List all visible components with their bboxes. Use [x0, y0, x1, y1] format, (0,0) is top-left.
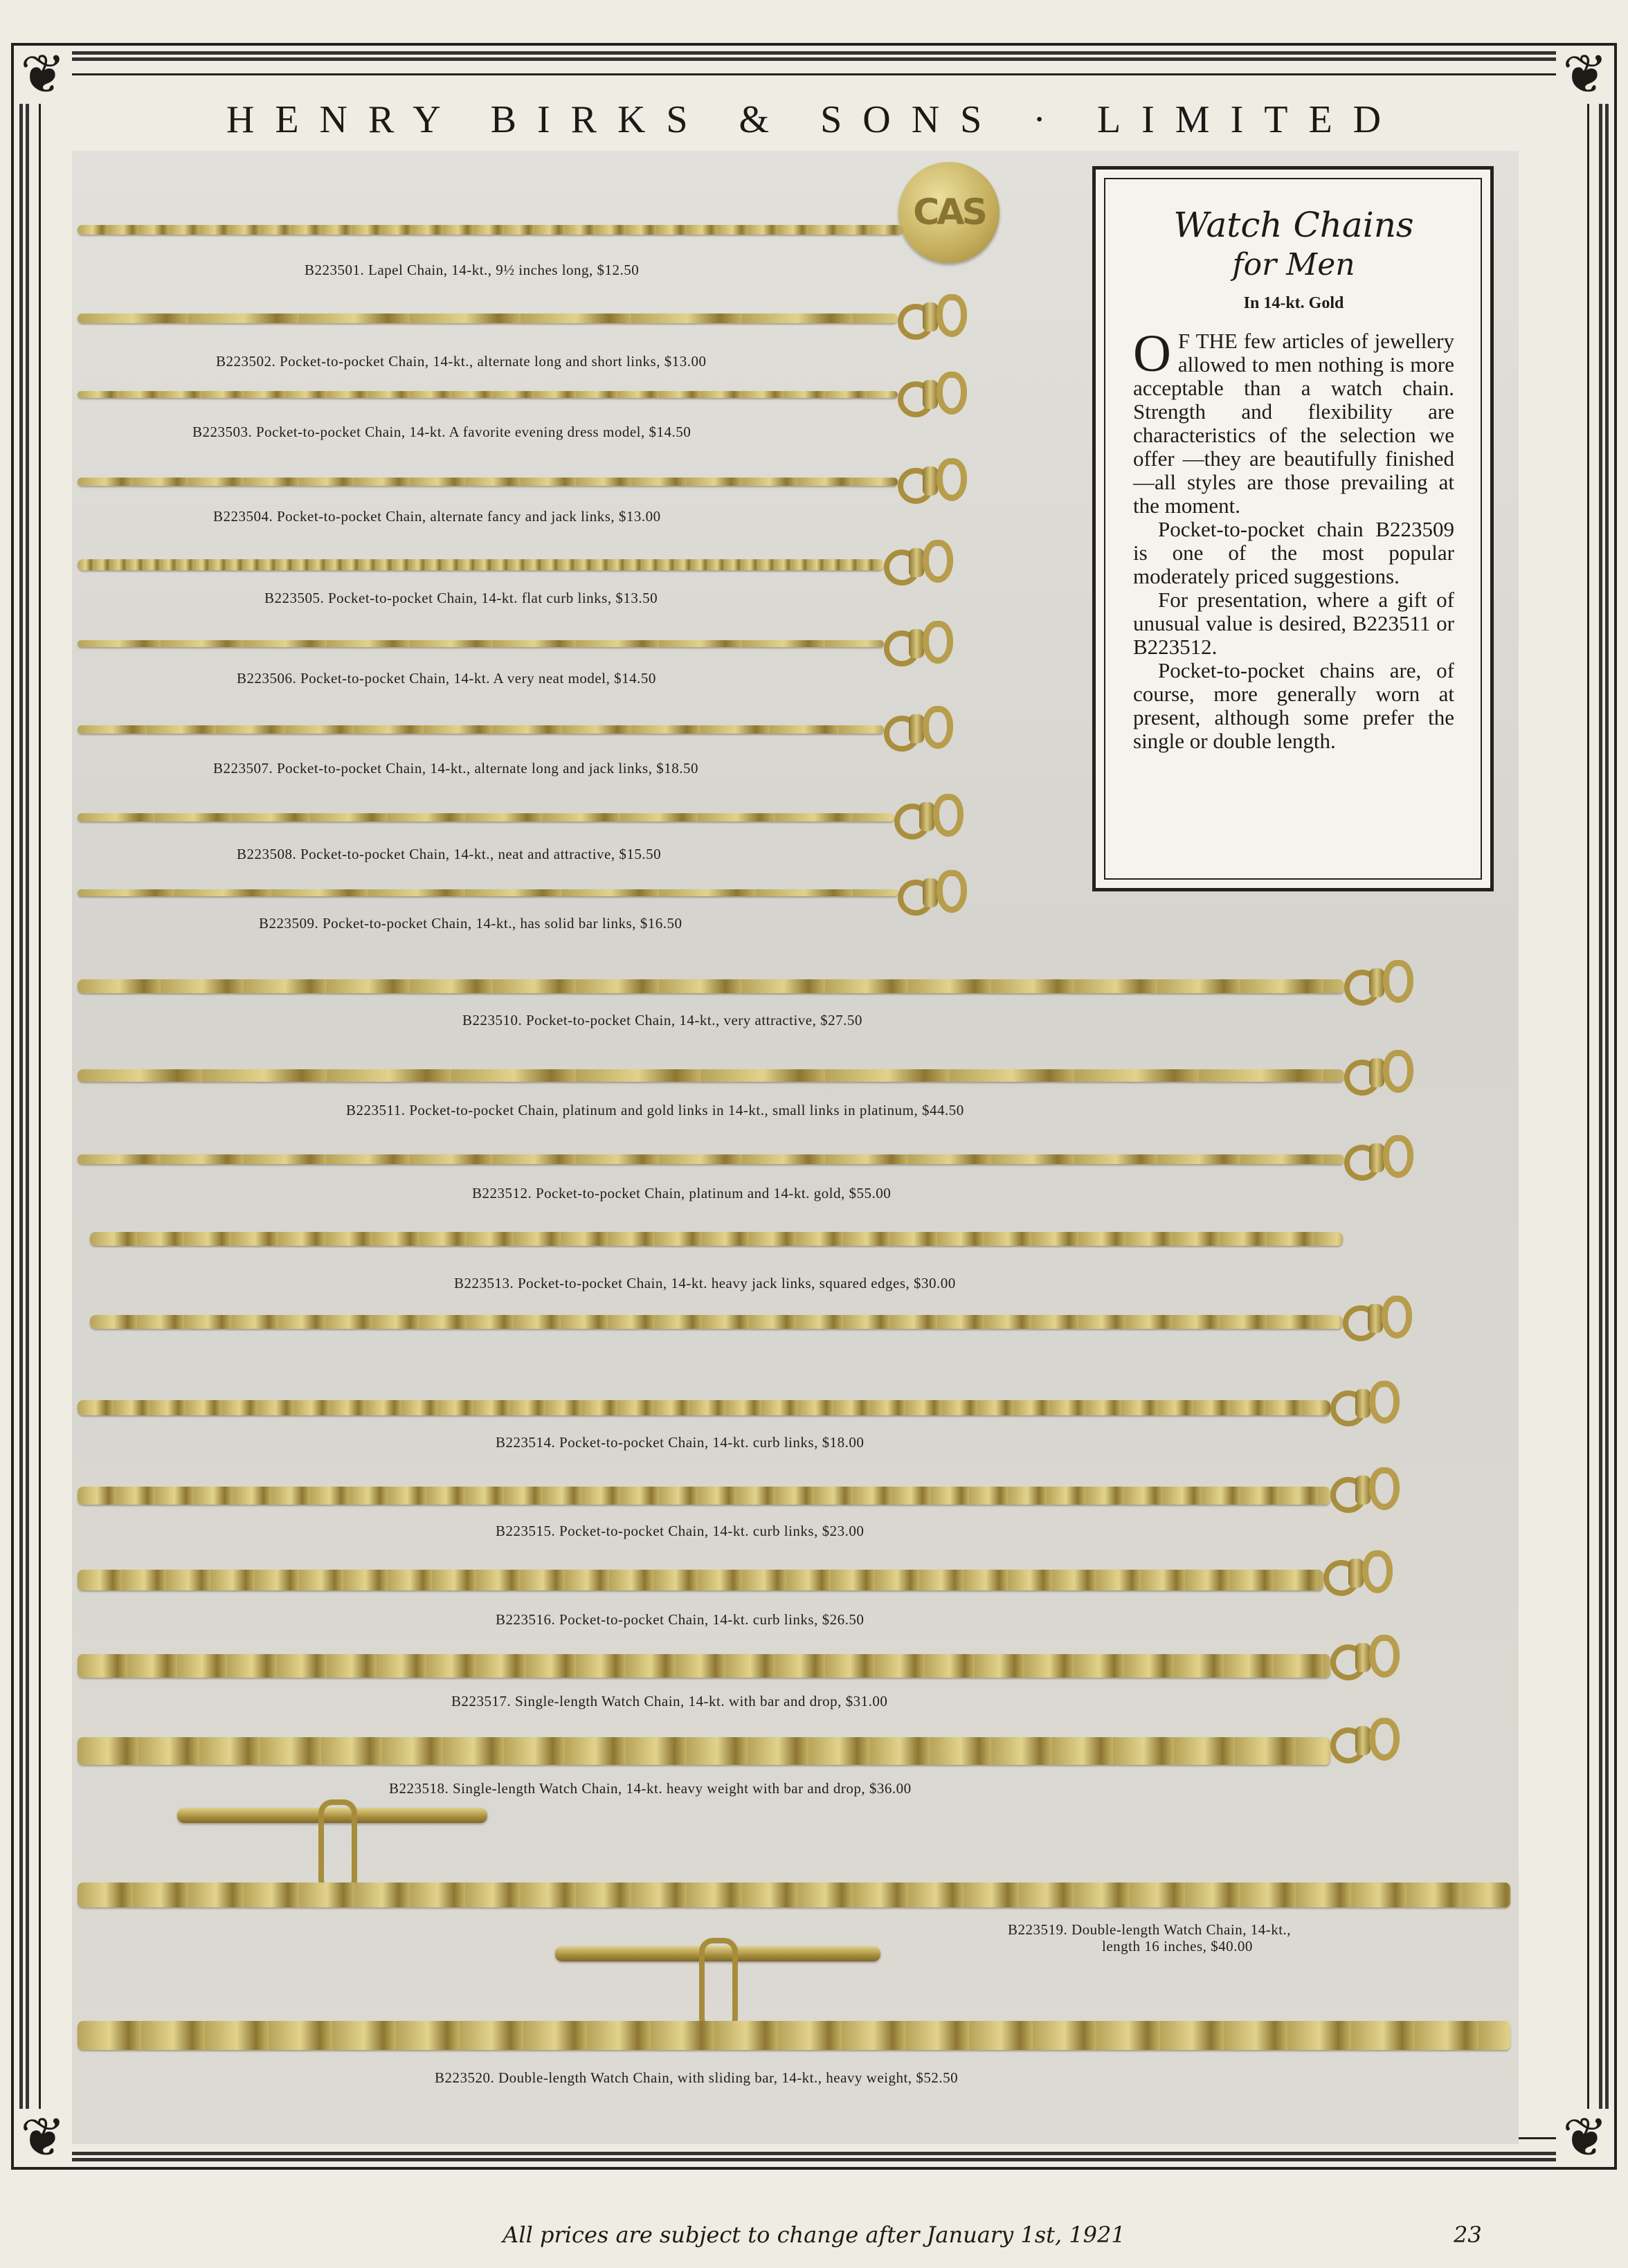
- swivel-clasp-icon: [1330, 1381, 1391, 1429]
- corner-ornament-icon: ❦: [1556, 2109, 1614, 2167]
- caption-b223513: B223513. Pocket-to-pocket Chain, 14-kt. heavy jack links, squared edges, $30.00: [454, 1275, 956, 1291]
- caption-b223519-line1: B223519. Double-length Watch Chain, 14-kt.,: [1008, 1921, 1292, 1938]
- sidebar-paragraph-2: Pocket-to-pocket chain B223509 is one of the most popular moderately priced suggestions.: [1133, 517, 1454, 588]
- caption-b223518: B223518. Single-length Watch Chain, 14-kt. heavy weight with bar and drop, $36.00: [389, 1780, 912, 1797]
- swivel-clasp-icon: [884, 621, 945, 669]
- sidebar-text-box: [1092, 166, 1494, 891]
- swivel-clasp-icon: [1323, 1550, 1384, 1599]
- swivel-clasp-icon: [1343, 1296, 1404, 1344]
- swivel-clasp-icon: [1330, 1635, 1391, 1683]
- monogram: CAS: [913, 192, 985, 233]
- swivel-clasp-icon: [898, 294, 959, 343]
- swivel-clasp-icon: [1344, 960, 1405, 1008]
- drop-cap: O: [1133, 325, 1171, 383]
- caption-b223503: B223503. Pocket-to-pocket Chain, 14-kt. A favorite evening dress model, $14.50: [192, 424, 691, 440]
- drop-b223519: [318, 1799, 357, 1894]
- corner-ornament-icon: ❦: [1556, 46, 1614, 104]
- masthead: HENRY BIRKS & SONS · LIMITED: [226, 98, 1402, 141]
- swivel-clasp-icon: [1330, 1718, 1391, 1766]
- caption-b223515: B223515. Pocket-to-pocket Chain, 14-kt. curb links, $23.00: [496, 1523, 865, 1539]
- drop-b223520: [699, 1938, 738, 2032]
- corner-ornament-icon: ❦: [14, 2109, 72, 2167]
- caption-b223516: B223516. Pocket-to-pocket Chain, 14-kt. curb links, $26.50: [496, 1611, 865, 1628]
- sidebar-inner-frame: [1104, 178, 1482, 880]
- swivel-clasp-icon: [1330, 1467, 1391, 1516]
- swivel-clasp-icon: [884, 540, 945, 588]
- caption-b223509: B223509. Pocket-to-pocket Chain, 14-kt., has solid bar links, $16.50: [259, 915, 682, 932]
- caption-b223508: B223508. Pocket-to-pocket Chain, 14-kt., neat and attractive, $15.50: [237, 846, 662, 862]
- sidebar-subtitle: for Men: [1232, 247, 1355, 282]
- page-number: 23: [1454, 2222, 1482, 2248]
- swivel-clasp-icon: [884, 706, 945, 754]
- swivel-clasp-icon: [898, 372, 959, 420]
- caption-b223511: B223511. Pocket-to-pocket Chain, platinum and gold links in 14-kt., small links in platinum, $44.50: [346, 1102, 964, 1118]
- swivel-clasp-icon: [1344, 1135, 1405, 1183]
- caption-b223514: B223514. Pocket-to-pocket Chain, 14-kt. curb links, $18.00: [496, 1434, 865, 1451]
- swivel-clasp-icon: [898, 458, 959, 507]
- sidebar-paragraph-3: For presentation, where a gift of unusual value is desired, B223511 or B223512.: [1133, 588, 1454, 659]
- caption-b223502: B223502. Pocket-to-pocket Chain, 14-kt., alternate long and short links, $13.00: [216, 353, 707, 370]
- sidebar-note: In 14-kt. Gold: [1243, 294, 1344, 312]
- lapel-medallion: [898, 162, 1000, 263]
- caption-b223512: B223512. Pocket-to-pocket Chain, platinum and 14-kt. gold, $55.00: [472, 1185, 892, 1201]
- paragraph-1-text: F THE few articles of jewellery allowed to men nothing is more acceptable than a watch chain. Strength and flexibility are characteristics of the selection we offer —they are beautifully finished—all styles are those prevailing at the moment.: [1133, 329, 1454, 518]
- caption-b223519-line2: length 16 inches, $40.00: [1102, 1938, 1253, 1954]
- caption-b223504: B223504. Pocket-to-pocket Chain, alternate fancy and jack links, $13.00: [213, 508, 661, 525]
- swivel-clasp-icon: [1344, 1050, 1405, 1098]
- caption-b223517: B223517. Single-length Watch Chain, 14-kt. with bar and drop, $31.00: [451, 1693, 888, 1709]
- caption-b223520: B223520. Double-length Watch Chain, with sliding bar, 14-kt., heavy weight, $52.50: [435, 2069, 959, 2086]
- caption-b223506: B223506. Pocket-to-pocket Chain, 14-kt. A very neat model, $14.50: [237, 670, 656, 687]
- price-disclaimer: All prices are subject to change after January 1st, 1921: [503, 2222, 1125, 2248]
- caption-b223510: B223510. Pocket-to-pocket Chain, 14-kt., very attractive, $27.50: [462, 1012, 862, 1028]
- caption-b223505: B223505. Pocket-to-pocket Chain, 14-kt. flat curb links, $13.50: [264, 590, 658, 606]
- swivel-clasp-icon: [894, 794, 955, 842]
- swivel-clasp-icon: [898, 870, 959, 918]
- corner-ornament-icon: ❦: [14, 46, 72, 104]
- sidebar-paragraph-4: Pocket-to-pocket chains are, of course, more generally worn at present, although some prefer the single or double length.: [1133, 658, 1454, 753]
- caption-b223507: B223507. Pocket-to-pocket Chain, 14-kt., alternate long and jack links, $18.50: [213, 760, 698, 777]
- caption-b223501: B223501. Lapel Chain, 14-kt., 9½ inches long, $12.50: [305, 262, 640, 278]
- sidebar-paragraph-1: [1133, 325, 1454, 518]
- sidebar-title: Watch Chains: [1173, 205, 1414, 245]
